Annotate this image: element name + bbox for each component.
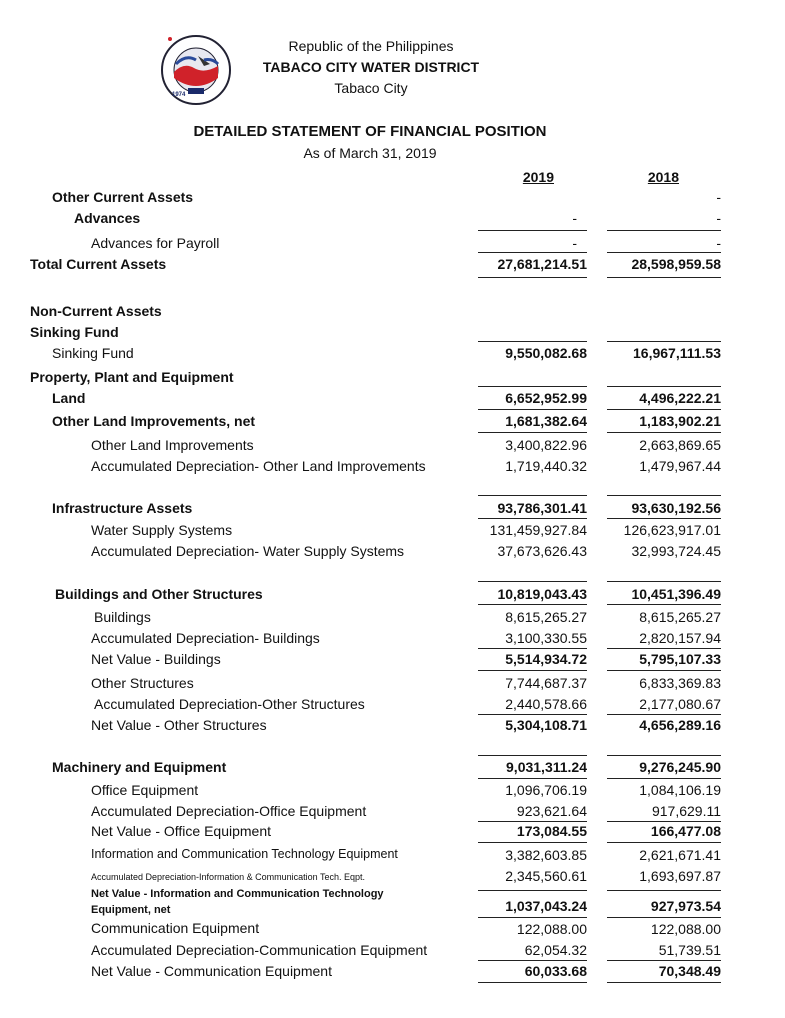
row-label: Other Land Improvements, net	[52, 413, 256, 429]
row-label: Net Value - Office Equipment	[91, 823, 272, 839]
row-value-2018: -	[716, 189, 721, 205]
row-value-2019: 2,345,560.61	[505, 868, 587, 884]
row-value-2018: 5,795,107.33	[639, 651, 721, 667]
row-value-2018: 122,088.00	[650, 921, 721, 937]
header-city: Tabaco City	[334, 80, 408, 96]
row-value-2019: 37,673,626.43	[497, 543, 587, 559]
row-value-2019: 60,033.68	[524, 963, 587, 979]
row-value-2019: 7,744,687.37	[505, 675, 587, 691]
row-value-2018: 917,629.11	[651, 803, 721, 819]
row-label: Sinking Fund	[52, 345, 134, 361]
row-label: Water Supply Systems	[91, 522, 233, 538]
row-value-2018: 2,621,671.41	[639, 847, 721, 863]
row-value-2019: 8,615,265.27	[505, 609, 587, 625]
row-label: Non-Current Assets	[30, 303, 162, 319]
row-value-2018: 1,084,106.19	[639, 782, 721, 798]
row-value-2019: 10,819,043.43	[497, 586, 587, 602]
row-label: Machinery and Equipment	[52, 759, 227, 775]
as-of-date: As of March 31, 2019	[303, 145, 437, 161]
row-label: Communication Equipment	[91, 920, 260, 936]
row-label: Accumulated Depreciation- Water Supply Systems	[91, 543, 405, 559]
row-value-2018: 16,967,111.53	[633, 345, 721, 361]
row-value-2018: 32,993,724.45	[631, 543, 721, 559]
row-value-2018: 8,615,265.27	[639, 609, 721, 625]
row-value-2019: 27,681,214.51	[497, 256, 587, 272]
header-district: TABACO CITY WATER DISTRICT	[262, 59, 480, 75]
row-value-2019: 3,400,822.96	[505, 437, 587, 453]
row-label: Office Equipment	[91, 782, 199, 798]
row-label: Accumulated Depreciation- Other Land Improvements	[91, 458, 426, 474]
row-value-2019: 1,681,382.64	[505, 413, 587, 429]
row-label: Sinking Fund	[30, 324, 119, 340]
row-value-2019: 9,550,082.68	[505, 345, 587, 361]
logo-year: 1974	[172, 92, 186, 98]
row-value-2019: 1,096,706.19	[505, 782, 587, 798]
row-label: Net Value - Communication Equipment	[91, 963, 332, 979]
row-value-2018: 6,833,369.83	[639, 675, 721, 691]
row-value-2018: 2,663,869.65	[639, 437, 721, 453]
row-label: Total Current Assets	[30, 256, 167, 272]
row-value-2019: 131,459,927.84	[489, 522, 587, 538]
row-label: Other Structures	[91, 675, 194, 691]
row-value-2019: 2,440,578.66	[505, 696, 587, 712]
row-label: Infrastructure Assets	[52, 500, 193, 516]
row-label: Property, Plant and Equipment	[30, 369, 234, 385]
row-label: Advances for Payroll	[91, 235, 220, 251]
row-label: Accumulated Depreciation-Other Structures	[94, 696, 365, 712]
row-label-continued: Equipment, net	[91, 904, 171, 916]
row-label: Buildings and Other Structures	[55, 586, 263, 602]
row-label: Buildings	[94, 609, 151, 625]
row-value-2019: 923,621.64	[516, 803, 587, 819]
row-value-2018: 93,630,192.56	[631, 500, 721, 516]
row-value-2019: 5,514,934.72	[505, 651, 587, 667]
row-value-2018: 1,693,697.87	[639, 868, 721, 884]
row-value-2018: 2,820,157.94	[639, 630, 721, 646]
row-value-2019: 173,084.55	[516, 823, 587, 839]
row-value-2018: -	[716, 210, 721, 226]
row-value-2018: 4,656,289.16	[639, 717, 721, 733]
row-value-2018: 927,973.54	[650, 898, 721, 914]
row-value-2018: 1,183,902.21	[639, 413, 721, 429]
header-republic: Republic of the Philippines	[288, 38, 454, 54]
row-value-2018: -	[716, 235, 721, 251]
row-label: Accumulated Depreciation- Buildings	[91, 630, 320, 646]
row-value-2019: 1,719,440.32	[505, 458, 587, 474]
row-value-2019: 6,652,952.99	[505, 390, 587, 406]
row-label: Net Value - Information and Communication Technology	[91, 888, 384, 900]
row-value-2018: 10,451,396.49	[631, 586, 721, 602]
row-label: Other Land Improvements	[91, 437, 254, 453]
row-value-2019: -	[572, 210, 577, 226]
row-value-2018: 1,479,967.44	[639, 458, 721, 474]
row-value-2018: 9,276,245.90	[639, 759, 721, 775]
row-label: Other Current Assets	[52, 189, 194, 205]
row-value-2019: -	[572, 235, 577, 251]
row-value-2019: 122,088.00	[516, 921, 587, 937]
row-value-2019: 5,304,108.71	[505, 717, 587, 733]
row-value-2019: 3,100,330.55	[505, 630, 587, 646]
row-value-2019: 3,382,603.85	[505, 847, 587, 863]
row-label: Accumulated Depreciation-Office Equipment	[91, 803, 367, 819]
column-header-2019: 2019	[522, 169, 554, 185]
row-value-2019: 1,037,043.24	[505, 898, 587, 914]
row-label: Information and Communication Technology Equipment	[91, 847, 398, 861]
row-label: Accumulated Depreciation-Information & Communication Tech. Eqpt.	[91, 872, 365, 882]
row-label: Land	[52, 390, 86, 406]
row-value-2018: 28,598,959.58	[631, 256, 721, 272]
row-label: Accumulated Depreciation-Communication Equipment	[91, 942, 428, 958]
statement-title: DETAILED STATEMENT OF FINANCIAL POSITION	[193, 123, 547, 140]
row-value-2018: 51,739.51	[658, 942, 721, 958]
water-district-logo	[160, 34, 232, 106]
row-value-2018: 126,623,917.01	[623, 522, 721, 538]
row-value-2018: 70,348.49	[658, 963, 721, 979]
row-label: Net Value - Buildings	[91, 651, 221, 667]
row-value-2019: 9,031,311.24	[506, 759, 587, 775]
row-value-2018: 2,177,080.67	[639, 696, 721, 712]
column-header-2018: 2018	[647, 169, 679, 185]
row-label: Advances	[74, 210, 141, 226]
row-value-2018: 4,496,222.21	[639, 390, 721, 406]
row-value-2018: 166,477.08	[650, 823, 721, 839]
row-label: Net Value - Other Structures	[91, 717, 267, 733]
row-value-2019: 62,054.32	[524, 942, 587, 958]
row-value-2019: 93,786,301.41	[497, 500, 587, 516]
